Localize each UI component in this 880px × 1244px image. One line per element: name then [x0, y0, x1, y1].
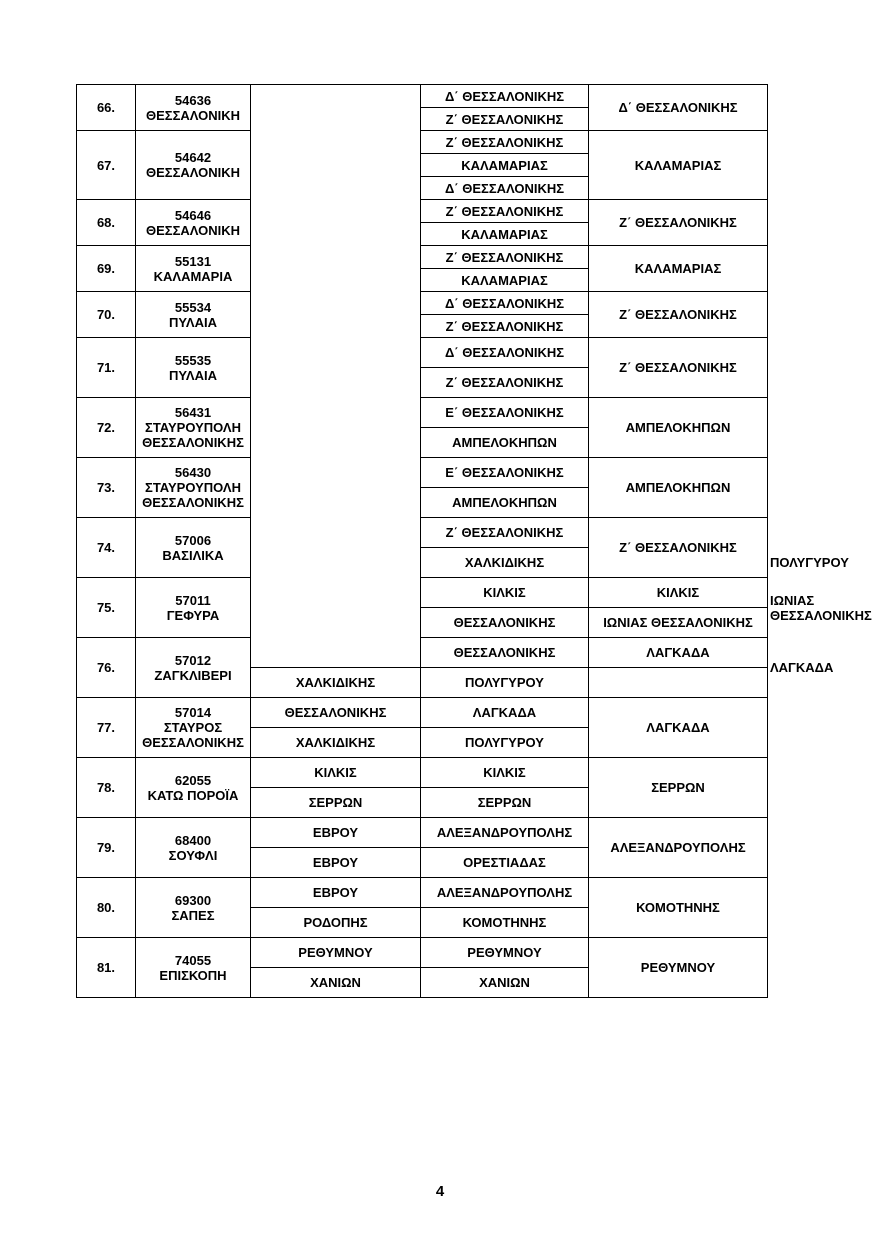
- postal-code: 54642: [174, 150, 212, 165]
- table-row: [77, 131, 768, 154]
- row-number: 66.: [77, 85, 136, 131]
- prefecture-cell: ΡΟΔΟΠΗΣ: [251, 908, 421, 938]
- postal-code: 56431: [174, 405, 212, 420]
- table-row: [77, 818, 768, 848]
- postal-cell: [136, 85, 251, 131]
- postal-cell: [136, 458, 251, 518]
- postal-code: 55535: [174, 352, 212, 368]
- municipality-cell: ΚΑΛΑΜΑΡΙΑΣ: [421, 269, 589, 292]
- row-number: 70.: [77, 292, 136, 338]
- row-number: 76.: [77, 638, 136, 698]
- table-row: [77, 938, 768, 968]
- postal-code: 57014: [174, 705, 212, 720]
- table-row: [77, 338, 768, 368]
- table-row: [77, 398, 768, 428]
- postal-cell: [136, 698, 251, 758]
- municipality-cell: Ζ΄ ΘΕΣΣΑΛΟΝΙΚΗΣ: [421, 108, 589, 131]
- table-row: [77, 758, 768, 788]
- place-name: ΘΕΣΣΑΛΟΝΙΚΗ: [146, 107, 240, 123]
- prefecture-cell: ΕΒΡΟΥ: [251, 848, 421, 878]
- row-number: 67.: [77, 131, 136, 200]
- prefecture-cell: ΘΕΣΣΑΛΟΝΙΚΗΣ: [421, 638, 589, 668]
- table-row: [77, 246, 768, 269]
- place-name: ΣΤΑΥΡΟΥΠΟΛΗ ΘΕΣΣΑΛΟΝΙΚΗΣ: [142, 420, 244, 450]
- result-cell: Ζ΄ ΘΕΣΣΑΛΟΝΙΚΗΣ: [589, 292, 768, 338]
- prefecture-cell: ΧΑΛΚΙΔΙΚΗΣ: [251, 668, 421, 698]
- prefecture-cell: ΕΒΡΟΥ: [251, 818, 421, 848]
- result-cell: ΣΕΡΡΩΝ: [589, 758, 768, 818]
- postal-code: 55534: [174, 299, 212, 315]
- postal-cell: [136, 938, 251, 998]
- page-number: 4: [435, 1183, 445, 1200]
- row-number: 81.: [77, 938, 136, 998]
- row-number: 78.: [77, 758, 136, 818]
- prefecture-cell: ΚΙΛΚΙΣ: [421, 578, 589, 608]
- postal-code: 54636: [174, 92, 212, 108]
- municipality-cell: ΡΕΘΥΜΝΟΥ: [421, 938, 589, 968]
- municipality-cell: Ε΄ ΘΕΣΣΑΛΟΝΙΚΗΣ: [421, 398, 589, 428]
- postal-code: 57006: [174, 532, 212, 548]
- municipality-cell: Ζ΄ ΘΕΣΣΑΛΟΝΙΚΗΣ: [421, 131, 589, 154]
- municipality-cell: Δ΄ ΘΕΣΣΑΛΟΝΙΚΗΣ: [421, 338, 589, 368]
- place-name: ΣΟΥΦΛΙ: [168, 847, 218, 863]
- municipality-cell: ΙΩΝΙΑΣ ΘΕΣΣΑΛΟΝΙΚΗΣ: [589, 608, 768, 638]
- postal-cell: [136, 292, 251, 338]
- prefecture-cell: ΣΕΡΡΩΝ: [251, 788, 421, 818]
- place-name: ΚΑΤΩ ΠΟΡΟΪΑ: [147, 787, 239, 803]
- prefecture-cell: ΕΒΡΟΥ: [251, 878, 421, 908]
- table-body: [77, 85, 872, 998]
- municipality-cell: ΚΑΛΑΜΑΡΙΑΣ: [421, 223, 589, 246]
- postal-cell: [136, 518, 251, 578]
- municipality-cell: ΚΟΜΟΤΗΝΗΣ: [421, 908, 589, 938]
- table-row: [77, 518, 768, 548]
- municipality-cell: ΟΡΕΣΤΙΑΔΑΣ: [421, 848, 589, 878]
- municipality-cell: ΠΟΛΥΓΥΡΟΥ: [421, 728, 589, 758]
- municipality-cell: ΛΑΓΚΑΔΑ: [589, 638, 768, 668]
- result-cell: ΑΜΠΕΛΟΚΗΠΩΝ: [589, 398, 768, 458]
- postal-cell: [136, 578, 251, 638]
- place-name: ΕΠΙΣΚΟΠΗ: [159, 967, 227, 983]
- postal-cell: [136, 818, 251, 878]
- postal-cell: [136, 878, 251, 938]
- postal-cell: [136, 200, 251, 246]
- table-row: ΧΑΛΚΙΔΙΚΗΣ ΠΟΛΥΓΥΡΟΥ: [77, 548, 768, 578]
- municipality-cell: Ζ΄ ΘΕΣΣΑΛΟΝΙΚΗΣ: [421, 315, 589, 338]
- row-number: 74.: [77, 518, 136, 578]
- place-name: ΒΑΣΙΛΙΚΑ: [162, 547, 224, 563]
- municipality-cell: Ζ΄ ΘΕΣΣΑΛΟΝΙΚΗΣ: [421, 368, 589, 398]
- postal-code: 62055: [174, 772, 212, 788]
- row-number: 72.: [77, 398, 136, 458]
- result-cell: Ζ΄ ΘΕΣΣΑΛΟΝΙΚΗΣ: [589, 518, 768, 578]
- municipality-cell: ΑΛΕΞΑΝΔΡΟΥΠΟΛΗΣ: [421, 878, 589, 908]
- row-number: 80.: [77, 878, 136, 938]
- result-cell: ΑΜΠΕΛΟΚΗΠΩΝ: [589, 458, 768, 518]
- postal-code: 69300: [174, 892, 212, 908]
- municipality-cell: ΠΟΛΥΓΥΡΟΥ: [421, 668, 589, 698]
- prefecture-cell: ΘΕΣΣΑΛΟΝΙΚΗΣ: [421, 608, 589, 638]
- municipality-cell: ΣΕΡΡΩΝ: [421, 788, 589, 818]
- row-number: 69.: [77, 246, 136, 292]
- prefecture-cell: ΡΕΘΥΜΝΟΥ: [251, 938, 421, 968]
- postal-cell: [136, 131, 251, 200]
- table-row: [77, 458, 768, 488]
- municipality-cell: Δ΄ ΘΕΣΣΑΛΟΝΙΚΗΣ: [421, 177, 589, 200]
- municipality-cell: Ζ΄ ΘΕΣΣΑΛΟΝΙΚΗΣ: [421, 246, 589, 269]
- table-row: [77, 200, 768, 223]
- place-name: ΚΑΛΑΜΑΡΙΑ: [153, 268, 233, 284]
- place-name: ΣΤΑΥΡΟΥΠΟΛΗ ΘΕΣΣΑΛΟΝΙΚΗΣ: [142, 480, 244, 510]
- row-number: 77.: [77, 698, 136, 758]
- municipality-cell: Δ΄ ΘΕΣΣΑΛΟΝΙΚΗΣ: [421, 85, 589, 108]
- assignment-table: [76, 84, 872, 998]
- place-name: ΖΑΓΚΛΙΒΕΡΙ: [154, 667, 232, 683]
- postal-code: 74055: [174, 952, 212, 968]
- prefecture-cell: ΧΑΝΙΩΝ: [251, 968, 421, 998]
- municipality-cell: ΚΙΛΚΙΣ: [421, 758, 589, 788]
- row-number: 75.: [77, 578, 136, 638]
- result-cell: ΛΑΓΚΑΔΑ: [589, 698, 768, 758]
- place-name: ΣΑΠΕΣ: [171, 907, 215, 923]
- place-name: ΓΕΦΥΡΑ: [166, 607, 220, 623]
- row-number: 73.: [77, 458, 136, 518]
- place-name: ΘΕΣΣΑΛΟΝΙΚΗ: [146, 165, 240, 180]
- postal-code: 56430: [174, 465, 212, 480]
- result-cell: ΚΟΜΟΤΗΝΗΣ: [589, 878, 768, 938]
- place-name: ΠΥΛΑΙΑ: [169, 314, 217, 330]
- municipality-cell: Δ΄ ΘΕΣΣΑΛΟΝΙΚΗΣ: [421, 292, 589, 315]
- table-row: [77, 878, 768, 908]
- postal-cell: [136, 338, 251, 398]
- postal-cell: [136, 398, 251, 458]
- result-cell: ΡΕΘΥΜΝΟΥ: [589, 938, 768, 998]
- place-name: ΘΕΣΣΑΛΟΝΙΚΗ: [146, 222, 240, 238]
- result-cell: ΚΑΛΑΜΑΡΙΑΣ: [589, 131, 768, 200]
- prefecture-cell: ΧΑΛΚΙΔΙΚΗΣ: [251, 728, 421, 758]
- postal-cell: [136, 638, 251, 698]
- postal-code: 57012: [174, 652, 212, 668]
- municipality-cell: Ζ΄ ΘΕΣΣΑΛΟΝΙΚΗΣ: [421, 200, 589, 223]
- result-cell: Ζ΄ ΘΕΣΣΑΛΟΝΙΚΗΣ: [589, 338, 768, 398]
- municipality-cell: ΧΑΝΙΩΝ: [421, 968, 589, 998]
- prefecture-cell: ΚΙΛΚΙΣ: [251, 758, 421, 788]
- result-cell: ΚΑΛΑΜΑΡΙΑΣ: [589, 246, 768, 292]
- municipality-cell: ΚΙΛΚΙΣ: [589, 578, 768, 608]
- prefecture-cell: ΧΑΛΚΙΔΙΚΗΣ: [421, 548, 589, 578]
- postal-code: 68400: [174, 832, 212, 848]
- postal-cell: [136, 758, 251, 818]
- postal-code: 57011: [175, 592, 211, 608]
- table-row: [77, 698, 768, 728]
- prefecture-blank-cell: [251, 85, 421, 668]
- municipality-cell: Ε΄ ΘΕΣΣΑΛΟΝΙΚΗΣ: [421, 458, 589, 488]
- municipality-cell: ΑΜΠΕΛΟΚΗΠΩΝ: [421, 428, 589, 458]
- place-name: ΣΤΑΥΡΟΣ ΘΕΣΣΑΛΟΝΙΚΗΣ: [142, 720, 244, 750]
- table-row: [77, 292, 768, 315]
- municipality-cell: Ζ΄ ΘΕΣΣΑΛΟΝΙΚΗΣ: [421, 518, 589, 548]
- postal-cell: [136, 246, 251, 292]
- municipality-cell: ΑΛΕΞΑΝΔΡΟΥΠΟΛΗΣ: [421, 818, 589, 848]
- table-row: [77, 85, 768, 108]
- table-row: 75. 57011 ΓΕΦΥΡΑ ΚΙΛΚΙΣ ΚΙΛΚΙΣ ΙΩΝΙΑΣ ΘΕΣΣΑΛΟΝΙΚΗΣ: [77, 578, 768, 608]
- prefecture-cell: ΘΕΣΣΑΛΟΝΙΚΗΣ: [251, 698, 421, 728]
- result-cell: Ζ΄ ΘΕΣΣΑΛΟΝΙΚΗΣ: [589, 200, 768, 246]
- result-cell: ΑΛΕΞΑΝΔΡΟΥΠΟΛΗΣ: [589, 818, 768, 878]
- municipality-cell: ΑΜΠΕΛΟΚΗΠΩΝ: [421, 488, 589, 518]
- postal-code: 55131: [174, 253, 212, 269]
- table-row: 76. 57012 ΖΑΓΚΛΙΒΕΡΙ ΘΕΣΣΑΛΟΝΙΚΗΣ ΛΑΓΚΑΔΑ ΛΑΓΚΑΔΑ: [77, 638, 768, 668]
- result-cell: Δ΄ ΘΕΣΣΑΛΟΝΙΚΗΣ: [589, 85, 768, 131]
- postal-code: 54646: [174, 207, 212, 223]
- row-number: 79.: [77, 818, 136, 878]
- place-name: ΠΥΛΑΙΑ: [169, 367, 217, 383]
- row-number: 71.: [77, 338, 136, 398]
- municipality-cell: ΚΑΛΑΜΑΡΙΑΣ: [421, 154, 589, 177]
- row-number: 68.: [77, 200, 136, 246]
- municipality-cell: ΛΑΓΚΑΔΑ: [421, 698, 589, 728]
